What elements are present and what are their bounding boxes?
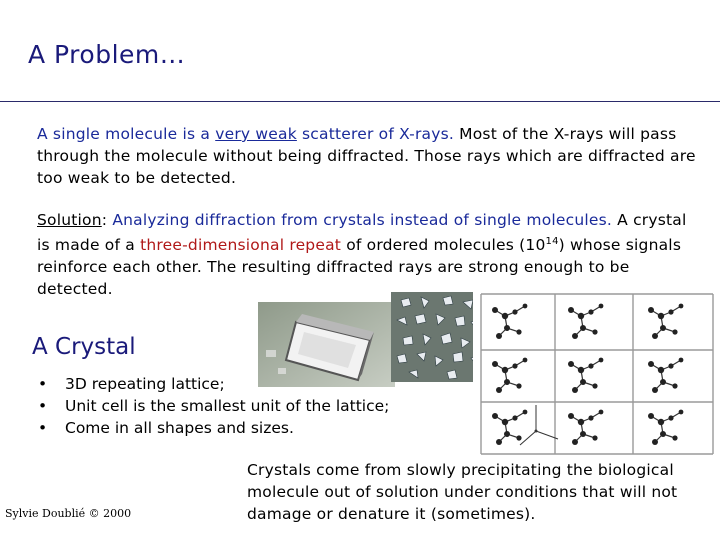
solution-exponent: 14 bbox=[545, 236, 559, 247]
solution-part3: of ordered molecules (10 bbox=[341, 236, 546, 255]
slide-title: A Problem… bbox=[28, 40, 186, 69]
solution-part1: Analyzing diffraction from crystals instead of single molecules. bbox=[112, 211, 613, 229]
bullet-item bbox=[38, 373, 389, 395]
problem-paragraph bbox=[37, 123, 697, 189]
solution-label: Solution bbox=[37, 211, 102, 229]
problem-part1: A single molecule is a bbox=[37, 125, 216, 143]
title-rule bbox=[0, 101, 720, 102]
bullet-glyph: • bbox=[38, 397, 48, 415]
solution-colon: : bbox=[101, 211, 113, 229]
slide-credit: Sylvie Doublié © 2000 bbox=[5, 507, 132, 520]
problem-part2: scatterer of X-rays. bbox=[296, 125, 455, 143]
problem-emphasis: very weak bbox=[215, 125, 297, 143]
solution-part2: A crystal is made of a bbox=[37, 211, 687, 255]
crystal-bullets bbox=[38, 373, 389, 439]
bullet-glyph: • bbox=[38, 375, 48, 393]
lattice-diagram bbox=[473, 290, 718, 458]
bullet-item bbox=[38, 395, 389, 417]
crystal-heading: A Crystal bbox=[32, 334, 136, 360]
crystals-photo bbox=[391, 292, 483, 382]
solution-paragraph bbox=[37, 209, 697, 300]
problem-part3: Most of the X-rays will pass through the molecule without being diffracted. Those rays which are diffracted are too weak to be detected. bbox=[37, 125, 696, 187]
solution-emphasis: three-dimensional repeat bbox=[140, 236, 342, 255]
bullet-item bbox=[38, 417, 389, 439]
bullet-text: 3D repeating lattice; bbox=[65, 375, 225, 393]
bullet-text: Come in all shapes and sizes. bbox=[65, 419, 294, 437]
solution-part4: ) whose signals reinforce each other. The resulting diffracted rays are strong enough to be detected. bbox=[37, 236, 682, 299]
bullet-glyph: • bbox=[38, 419, 48, 437]
axes-icon bbox=[512, 401, 562, 457]
crystal-caption: Crystals come from slowly precipitating the biological molecule out of solution under conditions that will not damage or denature it (sometimes). bbox=[247, 461, 678, 523]
bullet-text: Unit cell is the smallest unit of the lattice; bbox=[65, 397, 390, 415]
